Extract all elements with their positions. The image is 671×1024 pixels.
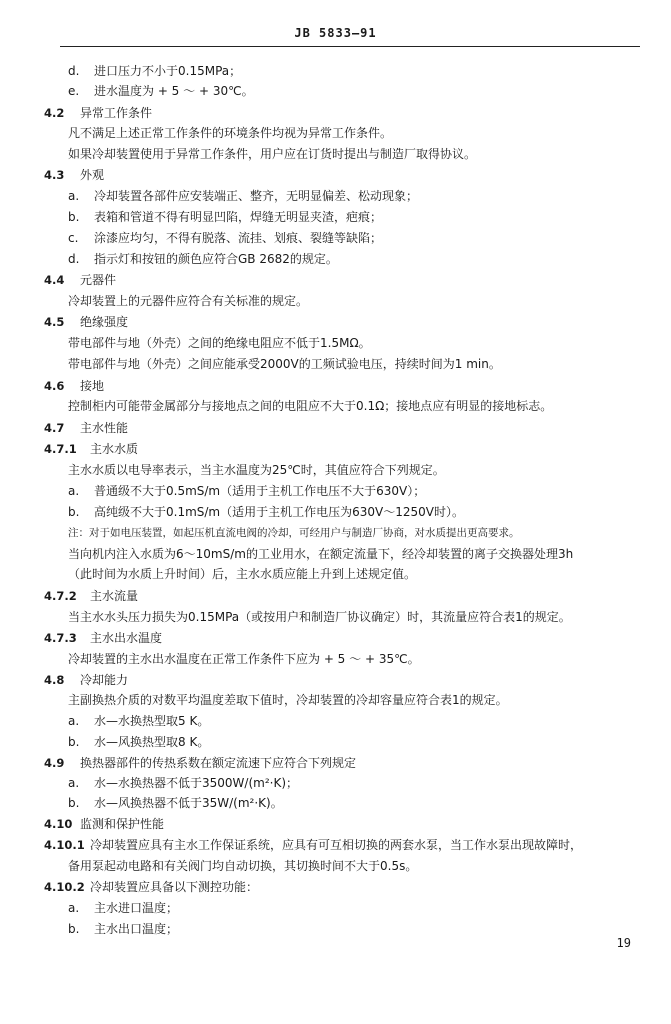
text-line: 主水进口温度； (94, 901, 179, 915)
section-number: 4.5 (44, 315, 65, 329)
section-heading: 监测和保护性能 (80, 817, 165, 831)
section-heading: 换热器部件的传热系数在额定流速下应符合下列规定 (80, 756, 357, 770)
text-line: 注：对于如电压装置，如起压机直流电阀的冷却，可经用户与制造厂协商，对水质提出更高要求。 (68, 527, 520, 539)
text-line: 高纯级不大于0.1mS/m（适用于主机工作电压为630V～1250V时）。 (94, 505, 464, 519)
text-line: 水—水换热器不低于3500W/(m²·K)； (94, 776, 298, 790)
section-heading: 外观 (80, 168, 105, 182)
section-number: 4.3 (44, 168, 65, 182)
list-marker: d. (68, 252, 80, 266)
list-marker: a. (68, 714, 80, 728)
list-marker: c. (68, 231, 79, 245)
text-line: 当主水水头压力损失为0.15MPa（或按用户和制造厂协议确定）时，其流量应符合表1的规定。 (68, 610, 571, 624)
text-line: 进口压力不小于0.15MPa； (94, 64, 242, 78)
list-marker: b. (68, 735, 80, 749)
text-line: 带电部件与地（外壳）之间应能承受2000V的工频试验电压，持续时间为1 min。 (68, 357, 501, 371)
text-line: 冷却装置各部件应安装端正、整齐，无明显偏差、松动现象； (94, 189, 419, 203)
text-line: 主副换热介质的对数平均温度差取下值时，冷却装置的冷却容量应符合表1的规定。 (68, 693, 508, 707)
text-line: 当向机内注入水质为6～10mS/m的工业用水，在额定流量下，经冷却装置的离子交换器处理3h (68, 547, 574, 561)
text-line: 进水温度为 + 5 ～ + 30℃。 (94, 84, 254, 98)
list-marker: a. (68, 776, 80, 790)
text-line: 水—风换热器不低于35W/(m²·K)。 (94, 796, 283, 810)
section-number: 4.6 (44, 379, 65, 393)
section-number: 4.8 (44, 673, 65, 687)
list-marker: e. (68, 84, 80, 98)
section-heading: 绝缘强度 (80, 315, 129, 329)
section-heading: 冷却装置应具备以下测控功能： (90, 880, 259, 894)
section-heading: 异常工作条件 (80, 106, 153, 120)
text-line: （此时间为水质上升时间）后，主水水质应能上升到上述规定值。 (68, 567, 417, 581)
text-line: 凡不满足上述正常工作条件的环境条件均视为异常工作条件。 (68, 126, 393, 140)
section-heading: 元器件 (80, 273, 117, 287)
text-line: 控制柜内可能带金属部分与接地点之间的电阻应不大于0.1Ω；接地点应有明显的接地标志。 (68, 399, 553, 413)
list-marker: a. (68, 901, 80, 915)
section-heading: 主水流量 (90, 589, 139, 603)
text-line: 指示灯和按钮的颜色应符合GB 2682的规定。 (94, 252, 338, 266)
text-line: 冷却装置的主水出水温度在正常工作条件下应为 + 5 ～ + 35℃。 (68, 652, 420, 666)
text-line: 水—风换热型取8 K。 (94, 735, 210, 749)
section-heading: 冷却能力 (80, 673, 129, 687)
text-line: 带电部件与地（外壳）之间的绝缘电阻应不低于1.5MΩ。 (68, 336, 371, 350)
text-line: 涂漆应均匀，不得有脱落、流挂、划痕、裂缝等缺陷； (94, 231, 383, 245)
list-marker: b. (68, 922, 80, 936)
text-line: 主水出口温度； (94, 922, 179, 936)
page-header: JB 5833—91 (294, 26, 377, 40)
section-number: 4.10.1 (44, 838, 85, 852)
section-number: 4.7.1 (44, 442, 77, 456)
page-number: 19 (616, 936, 631, 950)
section-heading: 主水水质 (90, 442, 139, 456)
list-marker: a. (68, 484, 80, 498)
section-number: 4.9 (44, 756, 65, 770)
header-rule (60, 46, 640, 47)
list-marker: b. (68, 210, 80, 224)
section-heading: 主水出水温度 (90, 631, 163, 645)
section-heading: 冷却装置应具有主水工作保证系统，应具有可互相切换的两套水泵，当工作水泵出现故障时， (90, 838, 583, 852)
text-line: 水—水换热型取5 K。 (94, 714, 210, 728)
list-marker: b. (68, 505, 80, 519)
section-number: 4.10 (44, 817, 73, 831)
section-number: 4.10.2 (44, 880, 85, 894)
text-line: 普通级不大于0.5mS/m（适用于主机工作电压不大于630V）； (94, 484, 426, 498)
section-heading: 主水性能 (80, 421, 129, 435)
text-line: 如果冷却装置使用于异常工作条件，用户应在订货时提出与制造厂取得协议。 (68, 147, 477, 161)
list-marker: a. (68, 189, 80, 203)
section-number: 4.7 (44, 421, 65, 435)
section-number: 4.7.2 (44, 589, 77, 603)
list-marker: b. (68, 796, 80, 810)
text-line: 冷却装置上的元器件应符合有关标准的规定。 (68, 294, 309, 308)
section-number: 4.2 (44, 106, 65, 120)
section-heading: 接地 (80, 379, 105, 393)
text-line: 备用泵起动电路和有关阀门均自动切换，其切换时间不大于0.5s。 (68, 859, 418, 873)
section-number: 4.7.3 (44, 631, 77, 645)
section-number: 4.4 (44, 273, 65, 287)
list-marker: d. (68, 64, 80, 78)
text-line: 主水水质以电导率表示，当主水温度为25℃时，其值应符合下列规定。 (68, 463, 445, 477)
text-line: 表箱和管道不得有明显凹陷，焊缝无明显夹渣，疤痕； (94, 210, 383, 224)
